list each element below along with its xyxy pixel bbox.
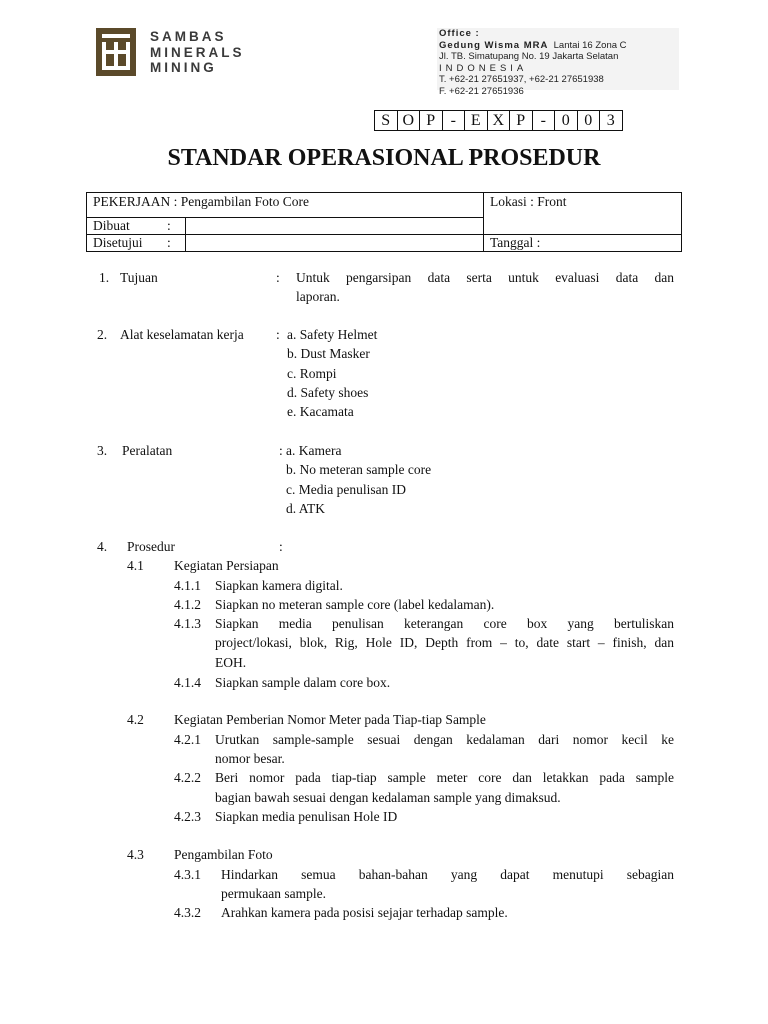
section-4-colon: :: [279, 539, 283, 554]
list-item: e. Kacamata: [287, 404, 354, 419]
section-4-label: Prosedur: [127, 539, 175, 554]
sop-code-char: 0: [578, 110, 601, 131]
step-text: Beri nomor pada tiap-tiap sample meter core dan letakkan pada sample: [215, 770, 674, 785]
office-label: Office :: [439, 28, 480, 39]
sop-code-char: P: [420, 110, 443, 131]
subsection-4-1-label: Kegiatan Persiapan: [174, 558, 279, 573]
sop-code-char: X: [488, 110, 511, 131]
step-number: 4.1.2: [174, 597, 201, 612]
list-item: a. Kamera: [286, 443, 342, 458]
step-text: Siapkan media penulisan keterangan core box yang bertuliskan: [215, 616, 674, 631]
office-address-block: [437, 28, 679, 97]
step-number: 4.1.4: [174, 675, 201, 690]
step-text: Hindarkan semua bahan-bahan yang dapat menutupi sebagian: [221, 867, 674, 882]
step-text: Siapkan no meteran sample core (label kedalaman).: [215, 597, 495, 612]
lokasi-field: Lokasi : Front: [490, 194, 567, 209]
office-street: Jl. TB. Simatupang No. 19 Jakarta Selatan: [439, 51, 619, 62]
step-text: nomor besar.: [215, 751, 285, 766]
sop-code-char: 3: [600, 110, 623, 131]
info-table: [86, 192, 682, 252]
step-number: 4.3.1: [174, 867, 201, 882]
step-number: 4.1.3: [174, 616, 201, 631]
section-1-colon: :: [276, 270, 280, 285]
company-name-line3: MINING: [150, 60, 217, 75]
sop-code: [374, 110, 623, 131]
section-1-text-line2: laporan.: [296, 289, 340, 304]
section-1-text-line1: Untuk pengarsipan data serta untuk evaluasi data dan: [296, 270, 674, 285]
step-number: 4.3.2: [174, 905, 201, 920]
dibuat-colon: :: [167, 218, 171, 233]
company-logo-icon: [96, 28, 136, 76]
step-number: 4.1.1: [174, 578, 201, 593]
sop-code-char: E: [465, 110, 488, 131]
subsection-4-1-number: 4.1: [127, 558, 144, 573]
step-number: 4.2.3: [174, 809, 201, 824]
section-1-number: 1.: [99, 270, 110, 285]
sop-code-char: 0: [555, 110, 578, 131]
section-3-number: 3.: [97, 443, 108, 458]
step-text: EOH.: [215, 655, 247, 670]
office-floor: Lantai 16 Zona C: [553, 39, 627, 51]
office-country: INDONESIA: [439, 62, 528, 74]
section-3-label: Peralatan: [122, 443, 173, 458]
section-1-label: Tujuan: [120, 270, 158, 285]
step-number: 4.2.1: [174, 732, 201, 747]
list-item: a. Safety Helmet: [287, 327, 378, 342]
subsection-4-3-number: 4.3: [127, 847, 144, 862]
list-item: b. No meteran sample core: [286, 462, 432, 477]
section-2-number: 2.: [97, 327, 108, 342]
step-text: Arahkan kamera pada posisi sejajar terhadap sample.: [221, 905, 508, 920]
list-item: d. Safety shoes: [287, 385, 369, 400]
step-text: permukaan sample.: [221, 886, 326, 901]
step-number: 4.2.2: [174, 770, 201, 785]
pekerjaan-field: PEKERJAAN : Pengambilan Foto Core: [93, 194, 309, 209]
sop-code-char: P: [510, 110, 533, 131]
step-text: project/lokasi, blok, Rig, Hole ID, Depth from – to, date start – finish, dan: [215, 635, 674, 650]
office-fax: F. +62-21 27651936: [439, 85, 524, 97]
office-phone: T. +62-21 27651937, +62-21 27651938: [439, 74, 604, 85]
subsection-4-2-label: Kegiatan Pemberian Nomor Meter pada Tiap-tiap Sample: [174, 712, 486, 727]
list-item: c. Rompi: [287, 366, 337, 381]
tanggal-field: Tanggal :: [490, 235, 541, 250]
subsection-4-3-label: Pengambilan Foto: [174, 847, 273, 862]
step-text: Siapkan kamera digital.: [215, 578, 343, 593]
document-title: STANDAR OPERASIONAL PROSEDUR: [167, 145, 601, 171]
list-item: d. ATK: [286, 501, 326, 516]
dibuat-label: Dibuat: [93, 218, 130, 233]
sop-code-char: -: [443, 110, 466, 131]
sop-code-char: S: [374, 110, 398, 131]
office-building: Gedung Wisma MRA: [439, 39, 549, 51]
step-text: bagian bawah sesuai dengan kedalaman sample yang dimaksud.: [215, 790, 561, 805]
section-2-colon: :: [276, 327, 280, 342]
list-item: b. Dust Masker: [287, 346, 370, 361]
sop-code-char: O: [398, 110, 421, 131]
list-item: c. Media penulisan ID: [286, 482, 406, 497]
section-4-number: 4.: [97, 539, 108, 554]
section-2-label: Alat keselamatan kerja: [120, 327, 244, 342]
step-text: Urutkan sample-sample sesuai dengan kedalaman dari nomor kecil ke: [215, 732, 674, 747]
sop-code-char: -: [533, 110, 556, 131]
company-name: [150, 29, 245, 76]
company-name-line1: SAMBAS: [150, 29, 227, 44]
subsection-4-2-number: 4.2: [127, 712, 144, 727]
disetujui-label: Disetujui: [93, 235, 143, 250]
step-text: Siapkan sample dalam core box.: [215, 675, 391, 690]
disetujui-colon: :: [167, 235, 171, 250]
company-name-line2: MINERALS: [150, 44, 245, 60]
section-3-colon: :: [279, 443, 283, 458]
step-text: Siapkan media penulisan Hole ID: [215, 809, 398, 824]
